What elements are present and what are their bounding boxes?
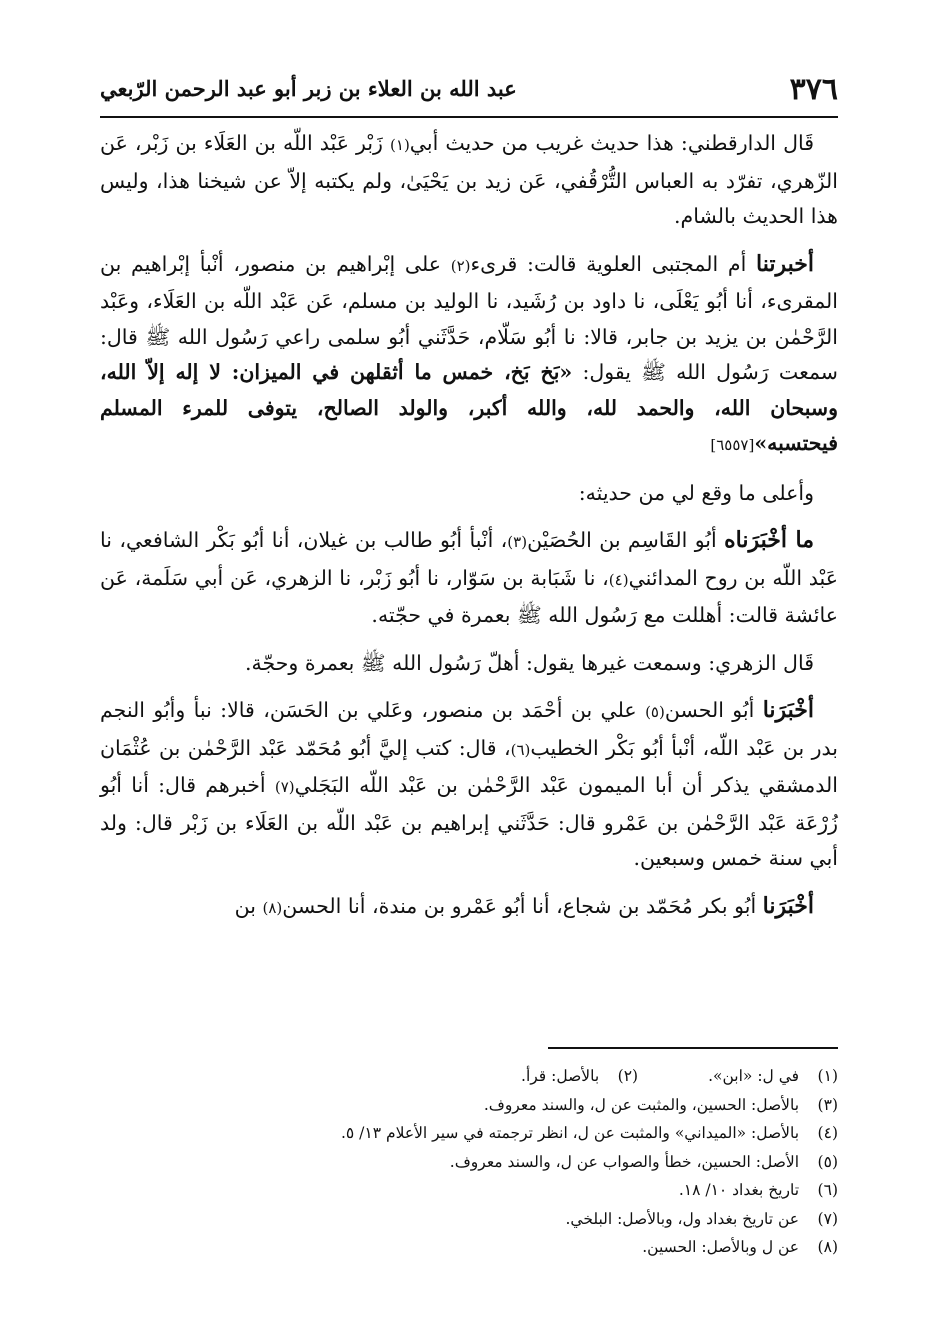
footnote-8 bbox=[130, 1233, 838, 1262]
footnote-text: في ل: «ابن». bbox=[708, 1067, 800, 1085]
paragraph-p2 bbox=[100, 247, 838, 464]
isnad-opening: ما أخْبَرَناه bbox=[724, 527, 814, 553]
footnote-number: (٦) bbox=[817, 1181, 838, 1199]
footnote-divider bbox=[548, 1047, 838, 1049]
footnotes bbox=[130, 1062, 838, 1262]
footnote-number: (٥) bbox=[817, 1152, 838, 1171]
footnote-5 bbox=[130, 1148, 838, 1177]
footnote-text: الأصل: الحسين، خطأ والصواب عن ل، والسند معروف. bbox=[449, 1152, 800, 1171]
isnad-opening: أخْبَرَنا bbox=[762, 892, 814, 919]
note-reference: (٤) bbox=[608, 570, 629, 589]
page-number: ٣٧٦ bbox=[789, 72, 838, 107]
text-run: ، أنْبأ أبُو طالب بن غيلان، أنا أبُو بَكْر الشافعي، نا عَبْد اللّه بن روح المدائني bbox=[100, 528, 838, 590]
footnote-number: (٨) bbox=[817, 1238, 838, 1256]
note-reference: [٦٥٥٧] bbox=[710, 436, 755, 454]
footnote-number: (٣) bbox=[817, 1095, 838, 1114]
footnote-text: تاريخ بغداد ١٠/ ١٨. bbox=[678, 1181, 800, 1199]
text-run: أخبرهم قال: أنا أبُو زُرْعَة عَبْد الرَّحْمٰن بن عَمْرو قال: حَدَّثَني إبراهيم بن عَبْد اللّه بن العَلَاء بن زَبْر قال: ولد أبي سنة خمس وسبعين. bbox=[100, 773, 838, 870]
text-run: زَبْر عَبْد اللّه بن العَلَاء بن زَبْر، عَن الزّهري، تفرّد به العباس التُّرْقُفي، عَن زيد بن يَحْيَىٰ، ولم يكتبه إلاّ عن شيخنا هذا، وليس هذا الحديث بالشام. bbox=[100, 131, 838, 228]
note-reference: (٥) bbox=[645, 703, 665, 721]
footnote-number: (٤) bbox=[817, 1124, 838, 1142]
note-reference: (٦) bbox=[510, 740, 531, 759]
text-run: ، قال: كتب إليَّ أبُو مُحَمّد عَبْد الرَّحْمٰن بن عُثْمَان الدمشقي يذكر أن أبا الميمون عَبْد الرَّحْمٰن بن عَبْد اللّه البَجَلي bbox=[100, 735, 838, 797]
footnote-text: بالأصل: قرأ. bbox=[521, 1067, 600, 1085]
text-run: أبُو الحسن bbox=[664, 698, 763, 722]
text-run: أم المجتبى العلوية قالت: قرىء bbox=[470, 251, 757, 276]
note-reference: (٧) bbox=[274, 778, 295, 796]
text-run: أبُو بكر مُحَمّد بن شجاع، أنا أبُو عَمْرو بن مندة، أنا الحسن bbox=[282, 893, 763, 918]
text-run: قَال الزهري: وسمعت غيرها يقول: أهلّ رَسُول الله ﷺ بعمرة وحجّة. bbox=[244, 650, 814, 675]
footnote-text: عن تاريخ بغداد ول، وبالأصل: البلخي. bbox=[565, 1209, 800, 1228]
text-run: ، نا شَبَابة بن سَوّار، نا أبُو زَبْر، نا الزهري، عَن أبي سَلَمة، عَن عائشة قالت: أهللت مع رَسُول الله ﷺ بعمرة في حجّته. bbox=[100, 565, 838, 627]
note-reference: (٨) bbox=[262, 898, 283, 917]
text-run: على إبْراهيم بن منصور، أنْبأ إبْراهيم بن المقرىء، أنا أبُو يَعْلَى، نا داود بن رُشَيد، نا الوليد بن مسلم، عَن عَبْد اللّه بن العَلَاء، وعَبْد الرَّحْمٰن بن يزيد بن جابر، قالا: نا أبُو سَلّام، حَدَّثَني أبُو سلمى راعي رَسُول الله ﷺ قال: سمعت رَسُول الله ﷺ يقول: bbox=[100, 251, 838, 384]
paragraph-p5 bbox=[100, 646, 838, 682]
note-reference: (٣) bbox=[507, 533, 528, 551]
isnad-opening: أخبرتنا bbox=[756, 250, 814, 277]
footnote-number: (١) bbox=[817, 1067, 838, 1085]
footnote-6 bbox=[130, 1176, 838, 1205]
note-reference: (١) bbox=[390, 136, 410, 154]
main-text bbox=[100, 126, 838, 938]
footnote-row-1-2 bbox=[130, 1062, 838, 1091]
text-run: قَال الدارقطني: هذا حديث غريب من حديث أبي bbox=[409, 131, 815, 155]
footnote-text: بالأصل: الحسين، والمثبت عن ل، والسند معروف. bbox=[483, 1095, 800, 1114]
paragraph-p3 bbox=[100, 476, 838, 512]
page-header bbox=[100, 70, 838, 118]
note-reference: (٢) bbox=[450, 256, 471, 275]
running-title: عبد الله بن العلاء بن زبر أبو عبد الرحمن الرّبعي bbox=[100, 76, 517, 101]
footnote-7 bbox=[130, 1205, 838, 1234]
paragraph-p7 bbox=[100, 889, 838, 927]
text-run: أبُو القَاسِم بن الحُصَيْن bbox=[527, 528, 725, 552]
footnote-3 bbox=[130, 1091, 838, 1120]
footnote-2 bbox=[521, 1062, 638, 1091]
paragraph-p1 bbox=[100, 126, 838, 235]
paragraph-p6 bbox=[100, 693, 838, 877]
footnote-text: عن ل وبالأصل: الحسين. bbox=[642, 1238, 800, 1256]
text-run: وأعلى ما وقع لي من حديثه: bbox=[578, 480, 814, 505]
footnote-number: (٧) bbox=[817, 1209, 838, 1228]
isnad-opening: أخْبَرَنا bbox=[762, 697, 815, 723]
footnote-1 bbox=[708, 1062, 838, 1091]
hadith-text: «بَخ بَخ، خمس ما أثقلهن في الميزان: لا إله إلاّ الله، وسبحان الله، والحمد لله، والله أكبر، والولد الصالح، يتوفى للمرء المسلم فيحتسبه» bbox=[100, 360, 838, 455]
footnote-text: بالأصل: «الميداني» والمثبت عن ل، انظر ترجمته في سير الأعلام ١٣/ ٥. bbox=[340, 1124, 800, 1142]
text-run: علي بن أحْمَد بن منصور، وعَلي بن الحَسَن، قالا: نبأ وأبُو النجم بدر بن عَبْد اللّه، أنْبأ أبُو بَكْر الخطيب bbox=[100, 698, 838, 760]
footnote-4 bbox=[130, 1119, 838, 1148]
paragraph-p4 bbox=[100, 523, 838, 634]
footnote-number: (٢) bbox=[617, 1067, 639, 1085]
text-run: بن bbox=[234, 893, 263, 918]
